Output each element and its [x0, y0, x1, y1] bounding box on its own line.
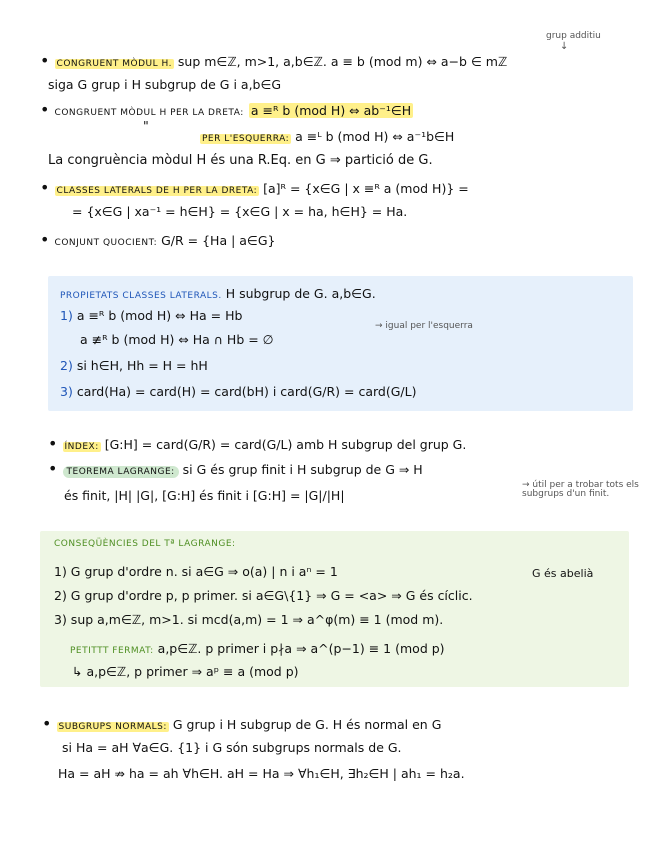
petit-fermat — [70, 640, 445, 656]
label-congruent-dreta: CONGRUENT MÒDUL H PER LA DRETA: — [54, 108, 244, 118]
consequencia-1: 1) G grup d'ordre n. si a∈G ⇒ o(a) | n i aⁿ = 1 — [54, 564, 338, 579]
bullet: • — [40, 230, 50, 249]
text-classes-laterals: [a]ᴿ = {x∈G | x ≡ᴿ a (mod H)} = — [259, 181, 469, 196]
number-1: 1) — [60, 308, 73, 323]
label-congruent-modul: CONGRUENT MÒDUL H. — [56, 59, 172, 69]
definition-congruent-esquerra — [200, 128, 454, 144]
consequencia-3: 3) sup a,m∈ℤ, m>1. si mcd(a,m) = 1 ⇒ a^φ(m) ≡ 1 (mod m). — [54, 612, 444, 627]
bullet: • — [42, 714, 52, 733]
definition-conjunt-quocient — [40, 232, 275, 248]
propietat-1a — [60, 310, 242, 323]
bullet: • — [40, 51, 50, 70]
text-subgrups-normals: G grup i H subgrup de G. H és normal en G — [168, 717, 442, 732]
number-3: 3) — [60, 384, 73, 399]
number-2: 2) — [60, 358, 73, 373]
petit-fermat-2: ↳ a,p∈ℤ, p primer ⇒ aᵖ ≡ a (mod p) — [72, 664, 299, 679]
text-propietat-3: card(Ha) = card(H) = card(bH) i card(G/R) = card(G/L) — [76, 384, 417, 399]
label-petit-fermat: PETITTT FERMAT: — [70, 646, 154, 656]
label-index: ÍNDEX: — [64, 442, 99, 452]
bullet: • — [48, 434, 58, 453]
text-propietats-subgrup: H subgrup de G. a,b∈G. — [221, 286, 376, 301]
propietat-3 — [60, 386, 416, 399]
note-abelia: G és abelià — [532, 567, 594, 580]
label-lagrange: TEOREMA LAGRANGE: — [63, 466, 179, 478]
text-index: [G:H] = card(G/R) = card(G/L) amb H subgrup del grup G. — [100, 437, 467, 452]
label-classes-laterals: CLASSES LATERALS DE H PER LA DRETA: — [56, 186, 258, 196]
propietats-heading — [60, 285, 376, 301]
text-congruent-dreta: a ≡ᴿ b (mod H) ⇔ ab⁻¹∈H — [250, 103, 412, 118]
definition-congruent-modul — [40, 53, 507, 69]
text-classes-laterals-2: = {x∈G | xa⁻¹ = h∈H} = {x∈G | x = ha, h∈H} = Ha. — [72, 204, 408, 219]
arrow-down-icon: ↓ — [560, 41, 569, 52]
note-util-subgrups: → útil per a trobar tots els subgrups d'un finit. — [522, 480, 639, 500]
text-subgrups-normals-2: si Ha = aH ∀a∈G. {1} i G són subgrups normals de G. — [62, 740, 402, 755]
text-propietat-2: si h∈H, Hh = H = hH — [76, 358, 208, 373]
text-conjunt-quocient: G/R = {Ha | a∈G} — [157, 233, 276, 248]
definition-index — [48, 436, 466, 452]
text-siga-grup: siga G grup i H subgrup de G i a,b∈G — [48, 77, 282, 92]
heading-consequencies: CONSEQÜÈNCIES DEL Tª LAGRANGE: — [54, 539, 236, 549]
definition-subgrups-normals — [42, 716, 441, 732]
propietat-1b: a ≢ᴿ b (mod H) ⇔ Ha ∩ Hb = ∅ — [80, 332, 274, 347]
ditto-mark: " — [143, 118, 149, 133]
text-lagrange: si G és grup finit i H subgrup de G ⇒ H — [178, 462, 423, 477]
note-igual-esquerra: → igual per l'esquerra — [375, 321, 473, 331]
theorem-lagrange — [48, 461, 423, 477]
text-subgrups-normals-3: Ha = aH ⇏ ha = ah ∀h∈H. aH = Ha ⇒ ∀h₁∈H, ∃h₂∈H | ah₁ = h₂a. — [58, 766, 465, 781]
text-propietat-1a: a ≡ᴿ b (mod H) ⇔ Ha = Hb — [76, 308, 243, 323]
text-esquerra: a ≡ᴸ b (mod H) ⇔ a⁻¹b∈H — [291, 129, 455, 144]
label-subgrups-normals: SUBGRUPS NORMALS: — [58, 722, 167, 732]
label-esquerra: PER L'ESQUERRA: — [202, 134, 290, 144]
text-lagrange-2: és finit, |H| |G|, [G:H] és finit i [G:H] = |G|/|H| — [64, 488, 345, 503]
bullet: • — [40, 100, 50, 119]
label-conjunt-quocient: CONJUNT QUOCIENT: — [54, 238, 158, 248]
label-propietats: PROPIETATS CLASSES LATERALS. — [60, 291, 222, 301]
text-relacio-equivalencia: La congruència mòdul H és una R.Eq. en G ⇒ partició de G. — [48, 153, 433, 168]
text-petit-fermat: a,p∈ℤ. p primer i p∤a ⇒ a^(p−1) ≡ 1 (mod p) — [153, 641, 445, 656]
bullet: • — [40, 178, 50, 197]
definition-congruent-dreta — [40, 102, 413, 118]
consequencia-2: 2) G grup d'ordre p, p primer. si a∈G\{1} ⇒ G = <a> ⇒ G és cíclic. — [54, 588, 473, 603]
bullet: • — [48, 459, 58, 478]
definition-classes-laterals — [40, 180, 469, 196]
annotation-grup-additiu: grup additiu — [546, 31, 601, 41]
propietat-2 — [60, 360, 208, 373]
text-congruent-modul: sup m∈ℤ, m>1, a,b∈ℤ. a ≡ b (mod m) ⇔ a−b ∈ mℤ — [173, 54, 508, 69]
